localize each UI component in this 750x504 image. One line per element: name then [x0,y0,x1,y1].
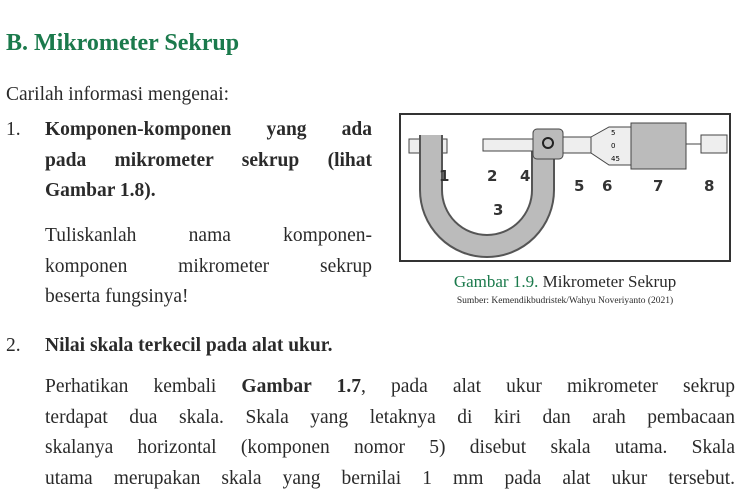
item-body-line: skalanya horizontal (komponen nomor 5) disebut skala utama. Skala [45,437,735,458]
text: Perhatikan kembali [45,376,242,397]
scale-mark: 45 [611,155,620,163]
caption-text: Mikrometer Sekrup [538,272,677,291]
figure-label: 2 [487,167,498,185]
item-number: 1. [6,119,21,140]
intro-text: Carilah informasi mengenai: [6,84,230,105]
item-body-line: Tuliskanlah nama komponen- [45,225,372,246]
figure-reference: Gambar 1.7 [241,376,361,397]
item-body-line: utama merupakan skala yang bernilai 1 mm pada alat ukur tersebut. [45,467,735,489]
item-body-line: komponen mikrometer sekrup [45,255,372,277]
item-body-line: beserta fungsinya! [45,286,189,307]
item-title-line: Komponen-komponen yang ada [45,119,372,140]
micrometer-illustration [401,115,729,260]
figure-label: 3 [493,201,504,219]
figure-label: 6 [602,177,613,195]
item-number: 2. [6,335,21,356]
item-title: Nilai skala terkecil pada alat ukur. [45,335,333,356]
scale-mark: 0 [611,142,616,150]
caption-label: Gambar 1.9. [453,272,539,291]
figure-source: Sumber: Kemendikbudristek/Wahyu Noveriyanto (2021) [456,296,674,306]
figure-label: 8 [704,177,715,195]
item-body-line: terdapat dua skala. Skala yang letaknya di kiri dan arah pembacaan [45,406,735,428]
figure-label: 4 [520,167,531,185]
text: , pada alat ukur mikrometer sekrup [360,376,736,397]
figure-label: 1 [439,167,450,185]
item-title-line: pada mikrometer sekrup (lihat [45,149,372,171]
scale-mark: 5 [611,129,616,137]
section-heading: B. Mikrometer Sekrup [6,30,240,56]
item-title-line: Gambar 1.8). [45,180,156,201]
micrometer-figure [399,113,731,262]
figure-label: 5 [574,177,585,195]
figure-label: 7 [653,177,664,195]
figure-caption [399,272,731,292]
item-body-line [45,372,735,403]
